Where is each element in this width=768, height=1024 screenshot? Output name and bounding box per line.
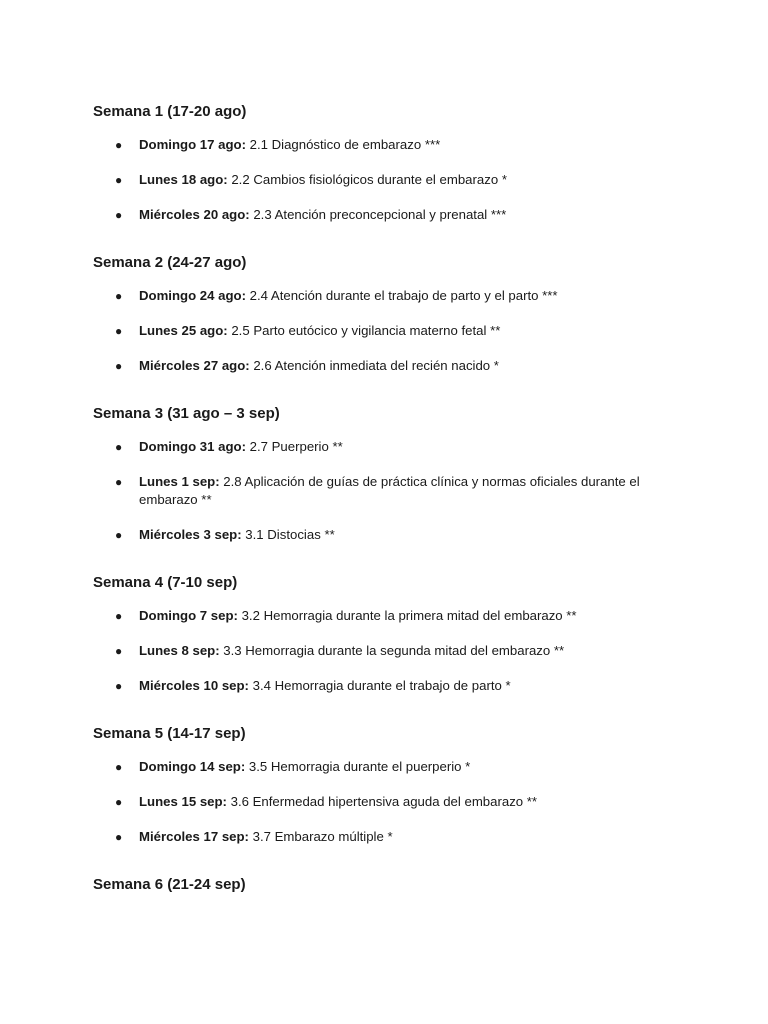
session-list	[93, 438, 693, 544]
list-item	[93, 136, 671, 154]
bullet-icon: ●	[115, 324, 123, 338]
bullet-icon: ●	[115, 830, 123, 844]
session-topic: 3.6 Enfermedad hipertensiva aguda del embarazo **	[226, 794, 538, 809]
bullet-icon: ●	[115, 475, 123, 489]
session-day: Miércoles 3 sep:	[139, 527, 242, 542]
session-topic: 3.7 Embarazo múltiple *	[248, 829, 393, 844]
week-heading: Semana 5 (14-17 sep)	[93, 725, 246, 742]
bullet-icon: ●	[115, 173, 123, 187]
session-day: Lunes 8 sep:	[139, 643, 220, 658]
document-page	[93, 101, 693, 924]
session-day: Miércoles 10 sep:	[139, 678, 249, 693]
session-topic: 2.6 Atención inmediata del recién nacido *	[249, 358, 499, 373]
list-item	[93, 607, 671, 625]
session-day: Domingo 24 ago:	[139, 288, 246, 303]
week-section	[93, 572, 693, 695]
week-section	[93, 403, 693, 544]
session-topic: 3.3 Hemorragia durante la segunda mitad del embarazo **	[219, 643, 565, 658]
session-day: Miércoles 17 sep:	[139, 829, 249, 844]
session-topic: 2.1 Diagnóstico de embarazo ***	[245, 137, 441, 152]
bullet-icon: ●	[115, 760, 123, 774]
week-heading: Semana 6 (21-24 sep)	[93, 876, 246, 893]
week-section	[93, 252, 693, 375]
session-day: Domingo 7 sep:	[139, 608, 238, 623]
bullet-icon: ●	[115, 644, 123, 658]
list-item	[93, 642, 671, 660]
list-item	[93, 322, 671, 340]
session-topic: 3.1 Distocias **	[241, 527, 335, 542]
session-topic: 2.2 Cambios fisiológicos durante el embarazo *	[227, 172, 507, 187]
bullet-icon: ●	[115, 359, 123, 373]
session-topic: 3.2 Hemorragia durante la primera mitad del embarazo **	[237, 608, 577, 623]
session-list	[93, 287, 693, 375]
list-item	[93, 828, 671, 846]
week-section	[93, 101, 693, 224]
session-day: Domingo 17 ago:	[139, 137, 246, 152]
session-day: Lunes 18 ago:	[139, 172, 228, 187]
week-heading: Semana 1 (17-20 ago)	[93, 103, 247, 120]
session-topic: 3.5 Hemorragia durante el puerperio *	[245, 759, 471, 774]
week-heading: Semana 3 (31 ago – 3 sep)	[93, 405, 280, 422]
session-day: Miércoles 20 ago:	[139, 207, 250, 222]
session-list	[93, 758, 693, 846]
bullet-icon: ●	[115, 440, 123, 454]
session-list	[93, 607, 693, 695]
list-item	[93, 357, 671, 375]
session-list	[93, 136, 693, 224]
bullet-icon: ●	[115, 795, 123, 809]
bullet-icon: ●	[115, 528, 123, 542]
session-day: Miércoles 27 ago:	[139, 358, 250, 373]
session-topic: 2.4 Atención durante el trabajo de parto y el parto ***	[245, 288, 558, 303]
list-item	[93, 677, 671, 695]
list-item	[93, 206, 671, 224]
week-heading: Semana 2 (24-27 ago)	[93, 254, 247, 271]
list-item	[93, 287, 671, 305]
list-item	[93, 438, 671, 456]
session-day: Lunes 25 ago:	[139, 323, 228, 338]
bullet-icon: ●	[115, 208, 123, 222]
session-day: Lunes 15 sep:	[139, 794, 227, 809]
list-item	[93, 473, 671, 509]
bullet-icon: ●	[115, 609, 123, 623]
bullet-icon: ●	[115, 138, 123, 152]
list-item	[93, 526, 671, 544]
bullet-icon: ●	[115, 289, 123, 303]
session-day: Domingo 31 ago:	[139, 439, 246, 454]
list-item	[93, 171, 671, 189]
week-section	[93, 723, 693, 846]
session-topic: 3.4 Hemorragia durante el trabajo de parto *	[248, 678, 511, 693]
session-day: Lunes 1 sep:	[139, 474, 220, 489]
week-section	[93, 874, 693, 896]
bullet-icon: ●	[115, 679, 123, 693]
list-item	[93, 793, 671, 811]
list-item	[93, 758, 671, 776]
session-topic: 2.5 Parto eutócico y vigilancia materno fetal **	[227, 323, 501, 338]
session-day: Domingo 14 sep:	[139, 759, 246, 774]
session-topic: 2.3 Atención preconcepcional y prenatal ***	[249, 207, 507, 222]
session-topic: 2.8 Aplicación de guías de práctica clínica y normas oficiales durante el embarazo **	[139, 474, 640, 507]
week-heading: Semana 4 (7-10 sep)	[93, 574, 238, 591]
session-topic: 2.7 Puerperio **	[245, 439, 343, 454]
